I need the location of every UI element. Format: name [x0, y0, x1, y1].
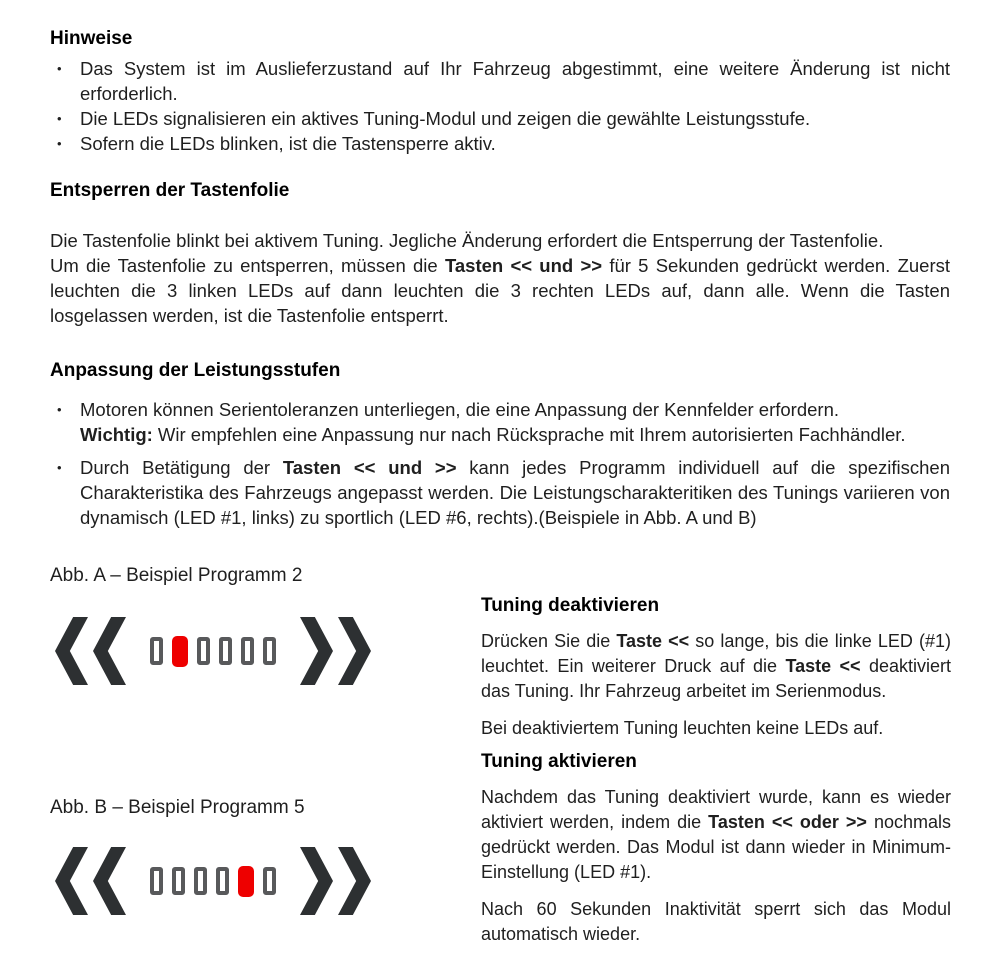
- bullet-item: [50, 397, 950, 447]
- led-3: [194, 867, 207, 895]
- bullet-text: Die LEDs signalisieren ein aktives Tuning-Modul und zeigen die gewählte Leistungsstufe.: [80, 108, 811, 129]
- chevron-left-icon: [93, 617, 126, 685]
- chevron-right-icon: [300, 847, 333, 915]
- paragraph: Um die Tastenfolie zu entsperren, müssen die Tasten << und >> für 5 Sekunden gedrückt werden. Zuerst leuchten die 3 linken LEDs auf dann leuchten die 3 rechten LEDs auf, dann alle. Wenn die Tasten losgelassen werden, ist die Tastenfolie entsperrt.: [50, 255, 950, 326]
- led-strip-b: [150, 866, 276, 897]
- bullet-line: Wichtig: Wir empfehlen eine Anpassung nur nach Rücksprache mit Ihrem autorisierten Fachhändler.: [80, 424, 906, 445]
- right-column: [481, 595, 951, 959]
- bullet-text: Durch Betätigung der Tasten << und >> kann jedes Programm individuell auf die spezifischen Charakteristika des Fahrzeugs angepasst werden. Die Leistungscharakteritiken des Tunings variieren von dynamisch (LED #1, links) zu sportlich (LED #6, rechts).(Beispiele in Abb. A und B): [80, 457, 951, 528]
- led-strip-a: [150, 636, 276, 667]
- figure-b-label: Abb. B – Beispiel Programm 5: [50, 797, 305, 818]
- led-1: [150, 867, 163, 895]
- double-chevron-right-icon: [300, 617, 371, 685]
- bullet-item: [50, 131, 950, 156]
- chevron-left-icon: [55, 617, 88, 685]
- bullet-line: Motoren können Serientoleranzen unterliegen, die eine Anpassung der Kennfelder erfordern.: [80, 399, 840, 420]
- double-chevron-left-icon: [55, 847, 126, 915]
- tuning-aktivieren-paragraph: Nachdem das Tuning deaktiviert wurde, kann es wieder aktiviert werden, indem die Tasten << oder >> nochmals gedrückt werden. Das Modul ist dann wieder in Minimum-Einstellung (LED #1).: [481, 787, 951, 882]
- tuning-deaktivieren-paragraph: Drücken Sie die Taste << so lange, bis die linke LED (#1) leuchtet. Ein weiterer Druck auf die Taste << deaktiviert das Tuning. Ihr Fahrzeug arbeitet im Serienmodus.: [481, 631, 951, 701]
- led-1: [150, 637, 163, 665]
- section-entsperren: [50, 180, 950, 328]
- heading-tuning-aktivieren: Tuning aktivieren: [481, 751, 637, 772]
- double-chevron-left-icon: [55, 617, 126, 685]
- tuning-aktivieren-note: Nach 60 Sekunden Inaktivität sperrt sich das Modul automatisch wieder.: [481, 899, 951, 944]
- bullet-item: [50, 56, 950, 106]
- heading-entsperren: Entsperren der Tastenfolie: [50, 180, 290, 201]
- bullet-text: Das System ist im Auslieferzustand auf Ihr Fahrzeug abgestimmt, eine weitere Änderung ist nicht erforderlich.: [80, 58, 950, 104]
- bullet-text: [80, 397, 950, 447]
- bullet-item: [50, 106, 950, 131]
- bullet-icon: •: [57, 61, 62, 76]
- chevron-right-icon: [300, 617, 333, 685]
- heading-anpassung: Anpassung der Leistungsstufen: [50, 360, 341, 381]
- section-hinweise: [50, 28, 950, 156]
- chevron-left-icon: [93, 847, 126, 915]
- section-anpassung: [50, 360, 950, 530]
- chevron-right-icon: [338, 617, 371, 685]
- led-display-figure-a: [55, 617, 371, 685]
- heading-tuning-deaktivieren: Tuning deaktivieren: [481, 595, 660, 616]
- led-3: [197, 637, 210, 665]
- led-4: [216, 867, 229, 895]
- entsperren-paragraph: [50, 228, 950, 328]
- bullet-item: [50, 455, 950, 530]
- bullet-icon: •: [57, 402, 62, 417]
- bullet-text: Sofern die LEDs blinken, ist die Tastensperre aktiv.: [80, 133, 496, 154]
- chevron-right-icon: [338, 847, 371, 915]
- paragraph-line: Die Tastenfolie blinkt bei aktivem Tuning. Jegliche Änderung erfordert die Entsperrung der Tastenfolie.: [50, 230, 884, 251]
- bullet-icon: •: [57, 460, 62, 475]
- bullet-icon: •: [57, 136, 62, 151]
- chevron-left-icon: [55, 847, 88, 915]
- tuning-deaktivieren-note: Bei deaktiviertem Tuning leuchten keine LEDs auf.: [481, 718, 884, 738]
- bullet-icon: •: [57, 111, 62, 126]
- led-5: [241, 637, 254, 665]
- examples-area: [50, 537, 950, 977]
- led-6: [263, 867, 276, 895]
- led-6: [263, 637, 276, 665]
- heading-hinweise: Hinweise: [50, 28, 133, 49]
- hinweise-bullet-list: [50, 56, 950, 156]
- figure-a-label: Abb. A – Beispiel Programm 2: [50, 565, 303, 586]
- led-2-active: [172, 636, 188, 667]
- anpassung-bullet-list: [50, 397, 950, 530]
- led-4: [219, 637, 232, 665]
- double-chevron-right-icon: [300, 847, 371, 915]
- led-2: [172, 867, 185, 895]
- led-display-figure-b: [55, 847, 371, 915]
- led-5-active: [238, 866, 254, 897]
